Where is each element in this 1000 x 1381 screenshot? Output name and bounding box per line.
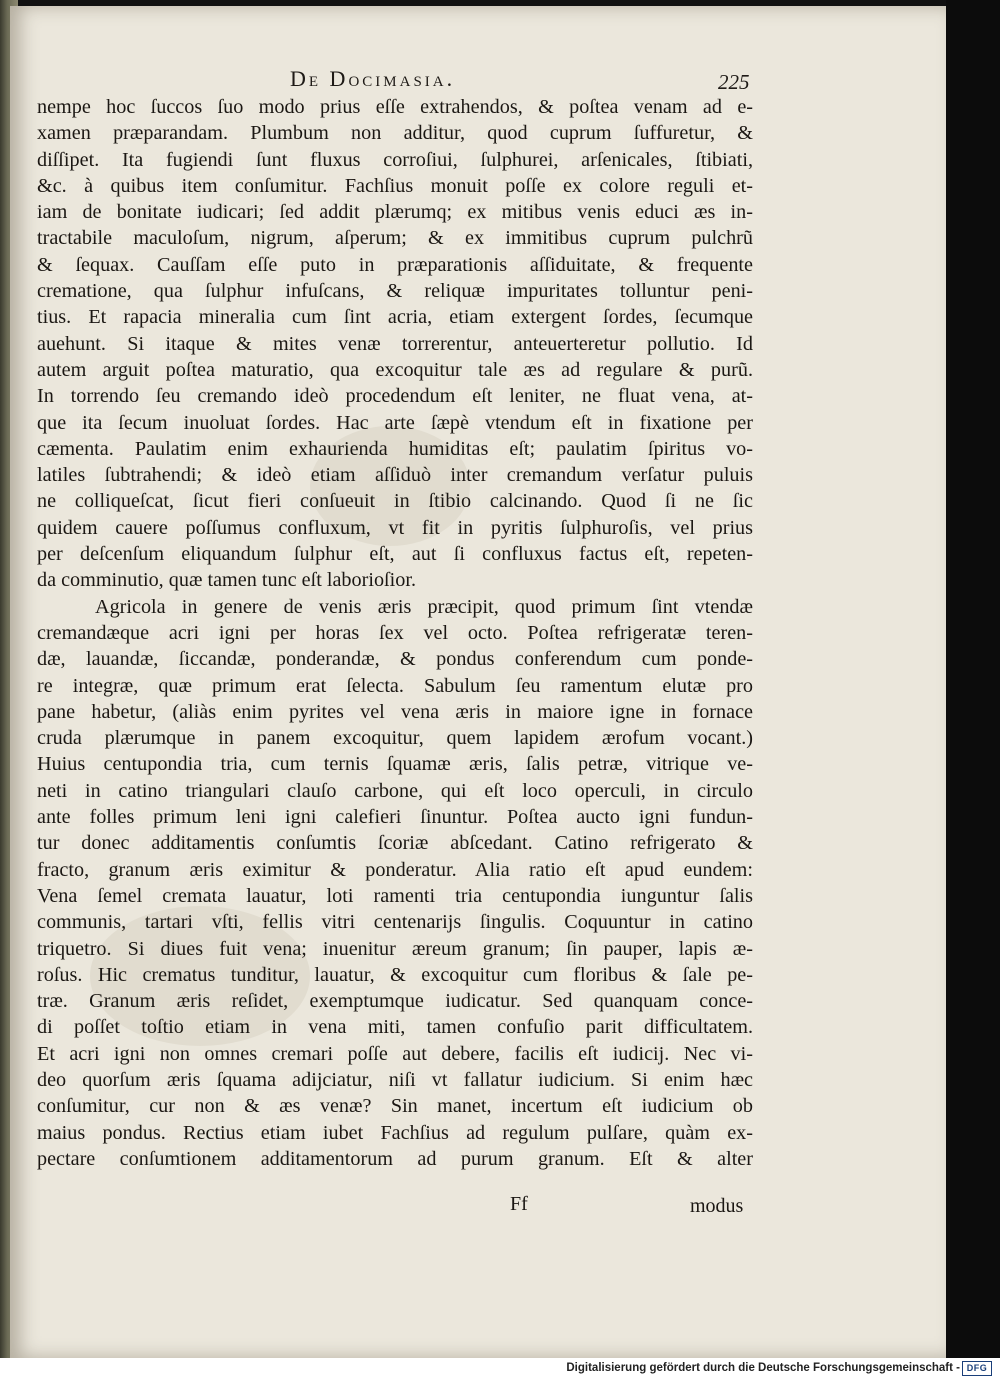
text-line: re integræ, quæ primum erat ſelecta. Sabulum ſeu ramentum elutæ pro bbox=[37, 674, 753, 697]
text-line: per deſcenſum eliquandum ſulphur eſt, aut ſi confluxus factus eſt, repeten- bbox=[37, 543, 753, 566]
digitization-notice: Digitalisierung gefördert durch die Deutsche Forschungsgemeinschaft - bbox=[566, 1362, 960, 1374]
text-line: xamen præparandam. Plumbum non additur, quod cuprum ſuffuretur, & bbox=[37, 122, 753, 145]
dfg-logo: DFG bbox=[962, 1361, 992, 1376]
text-line: communis, tartari vſti, fellis vitri centenarijs ſingulis. Coquuntur in catino bbox=[37, 911, 753, 934]
text-line: dæ, lauandæ, ſiccandæ, ponderandæ, & pondus conferendum cum ponde- bbox=[37, 648, 753, 671]
body-text bbox=[37, 94, 753, 1172]
text-line: diſſipet. Ita fugiendi ſunt fluxus corroſiui, ſulphurei, arſenicales, ſtibiati, bbox=[37, 148, 753, 171]
text-line: fracto, granum æris eximitur & ponderatur. Alia ratio eſt apud eundem: bbox=[37, 858, 753, 881]
text-line: Vena ſemel cremata lauatur, loti ramenti tria centupondia iunguntur ſalis bbox=[37, 884, 753, 907]
text-line: tur donec additamentis conſumtis ſcoriæ abſcedant. Catino refrigerato & bbox=[37, 832, 753, 855]
text-line: træ. Granum æris reſidet, exemptumque iudicatur. Sed quanquam conce- bbox=[37, 990, 753, 1013]
catchword: modus bbox=[690, 1195, 744, 1217]
text-line: Et acri igni non omnes cremari poſſe aut debere, facilis eſt iudicij. Nec vi- bbox=[37, 1042, 753, 1065]
text-line: & ſequax. Cauſſam eſſe puto in præparationis aſſiduitate, & frequente bbox=[37, 253, 753, 276]
text-line: que ita ſecum inuoluat ſordes. Hac arte ſæpè vtendum eſt in fixatione per bbox=[37, 411, 753, 434]
text-line: conſumitur, cur non & æs venæ? Sin manet, incertum eſt iudicium ob bbox=[37, 1095, 753, 1118]
text-line: &c. à quibus item conſumitur. Fachſius monuit poſſe ex colore reguli et- bbox=[37, 174, 753, 197]
page-number: 225 bbox=[718, 70, 750, 94]
text-line: iam de bonitate iudicari; ſed addit plærumq; ex mitibus venis educi æs in- bbox=[37, 201, 753, 224]
text-line: In torrendo ſeu cremando ideò procedendum eſt leniter, ne fluat vena, at- bbox=[37, 385, 753, 408]
text-line: triquetro. Si diues fuit vena; inuenitur æreum granum; ſin pauper, lapis æ- bbox=[37, 937, 753, 960]
text-line: Huius centupondia tria, cum ternis ſquamæ æris, ſalis petræ, vitrique ve- bbox=[37, 753, 753, 776]
text-line: pectare conſumtionem additamentorum ad purum granum. Eſt & alter bbox=[37, 1147, 753, 1170]
text-line: tractabile maculoſum, nigrum, aſperum; & ex immitibus cuprum pulchrũ bbox=[37, 227, 753, 250]
text-line: cruda plærumque in panem excoquitur, quem lapidem ærofum vocant.) bbox=[37, 727, 753, 750]
scan-border-right bbox=[946, 0, 1000, 1358]
text-line: ante folles primum leni igni calefieri ſinuntur. Poſtea aucto igni fundun- bbox=[37, 806, 753, 829]
text-line: tius. Et rapacia mineralia cum ſint acria, etiam extergent ſordes, ſecumque bbox=[37, 306, 753, 329]
text-line: crematione, qua ſulphur infuſcans, & reliquæ impuritates tolluntur peni- bbox=[37, 280, 753, 303]
running-head: De Docimasia. bbox=[290, 66, 456, 91]
text-line: latiles ſubtrahendi; & ideò etiam aſſiduò inter cremandum verſatur puluis bbox=[37, 464, 753, 487]
text-line: Agricola in genere de venis æris præcipit, quod primum ſint vtendæ bbox=[95, 595, 753, 618]
text-line: neti in catino triangulari clauſo carbone, qui eſt loco operculi, in circulo bbox=[37, 779, 753, 802]
text-line: nempe hoc ſuccos ſuo modo prius eſſe extrahendos, & poſtea venam ad e- bbox=[37, 96, 753, 118]
text-line: auehunt. Si itaque & mites venæ torrerentur, anteuerteretur pollutio. Id bbox=[37, 332, 753, 355]
text-line: cremandæque acri igni per horas ſex vel octo. Poſtea refrigeratæ teren- bbox=[37, 621, 753, 644]
text-line: pane habetur, (aliàs enim pyrites vel vena æris in maiore igne in fornace bbox=[37, 700, 753, 723]
signature-mark: Ff bbox=[510, 1193, 528, 1215]
text-line: ne colliqueſcat, ſicut fieri conſueuit in ſtibio calcinando. Quod ſi ne ſic bbox=[37, 490, 753, 513]
text-line: deo quorſum æris ſquama adijciatur, niſi vt fallatur iudicium. Si enim hæc bbox=[37, 1068, 753, 1091]
text-line: quidem cauere poſſumus confluxum, vt fit in pyritis ſulphuroſis, vel prius bbox=[37, 516, 753, 539]
text-line: di poſſet toſtio etiam in vena miti, tamen confuſio parit difficultatem. bbox=[37, 1016, 753, 1039]
text-line: cæmenta. Paulatim enim exhaurienda humiditas eſt; paulatim ſpiritus vo- bbox=[37, 437, 753, 460]
text-line: roſus. Hic crematus tunditur, lauatur, & excoquitur cum floribus & ſale pe- bbox=[37, 963, 753, 986]
text-line: maius pondus. Rectius etiam iubet Fachſius ad regulum pulſare, quàm ex- bbox=[37, 1121, 753, 1144]
text-line: da comminutio, quæ tamen tunc eſt laborioſior. bbox=[37, 569, 417, 592]
text-line: autem arguit poſtea maturatio, qua excoquitur tale æs ad regulare & purũ. bbox=[37, 358, 753, 381]
